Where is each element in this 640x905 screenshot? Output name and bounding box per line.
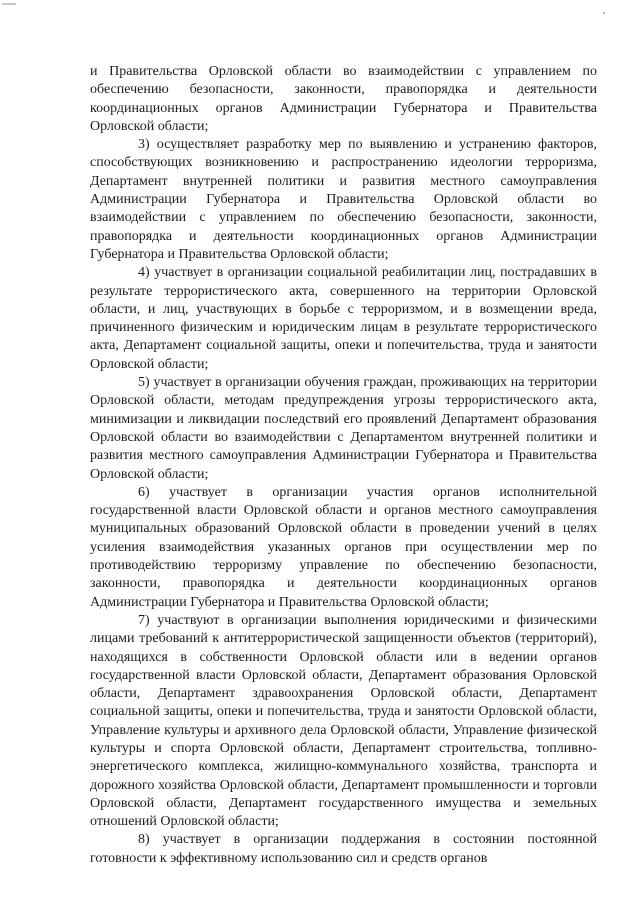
- paragraph-item-5: 5) участвует в организации обучения граждан, проживающих на территории Орловской области, методам предупреждения угрозы террористического акта, минимизации и ликвидации последствий его проявлений Департамент образования Орловской области во взаимодействии с Департаментом внутренней политики и развития местного самоуправления Администрации Губернатора и Правительства Орловской области;: [90, 375, 597, 482]
- paragraph-item-7: 7) участвуют в организации выполнения юридическими и физическими лицами требований к антитеррористической защищенности объектов (территорий), находящихся в собственности Орловской области или в ведении органов государственной власти Орловской области, Департамент образования Орловской области, Департамент здравоохранения Орловской области, Департамент социальной защиты, опеки и попечительства, труда и занятости Орловской области, Управление культуры и архивного дела Орловской области, Управление физической культуры и спорта Орловской области, Департамент строительства, топливно-энергетического комплекса, жилищно-коммунального хозяйства, транспорта и дорожного хозяйства Орловской области, Департамент промышленности и торговли Орловской области, Департамент государственного имущества и земельных отношений Орловской области;: [90, 612, 597, 830]
- document-body: [90, 63, 597, 868]
- paragraph-item-6: 6) участвует в организации участия органов исполнительной государственной власти Орловской области и органов местного самоуправления муниципальных образований Орловской области в проведении учений в целях усиления взаимодействия указанных органов при осуществлении мер по противодействию терроризму управление по обеспечению безопасности, законности, правопорядка и деятельности координационных органов Администрации Губернатора и Правительства Орловской области;: [90, 484, 597, 610]
- scan-speck: [603, 12, 605, 14]
- paragraph-item-8: 8) участвует в организации поддержания в состоянии постоянной готовности к эффективному использованию сил и средств органов: [90, 832, 597, 866]
- scan-corner-mark: [2, 3, 16, 5]
- paragraph-continuation: и Правительства Орловской области во взаимодействии с управлением по обеспечению безопасности, законности, правопорядка и деятельности координационных органов Администрации Губернатора и Правительства Орловской области;: [90, 64, 597, 134]
- paragraph-item-3: 3) осуществляет разработку мер по выявлению и устранению факторов, способствующих возникновению и распространению идеологии терроризма, Департамент внутренней политики и развития местного самоуправления Администрации Губернатора и Правительства Орловской области во взаимодействии с управлением по обеспечению безопасности, законности, правопорядка и деятельности координационных органов Администрации Губернатора и Правительства Орловской области;: [90, 137, 597, 262]
- paragraph-item-4: 4) участвует в организации социальной реабилитации лиц, пострадавших в результате террористического акта, совершенного на территории Орловской области, и лиц, участвующих в борьбе с терроризмом, и в возмещении вреда, причиненного физическим и юридическим лицам в результате террористического акта, Департамент социальной защиты, опеки и попечительства, труда и занятости Орловской области;: [90, 265, 597, 372]
